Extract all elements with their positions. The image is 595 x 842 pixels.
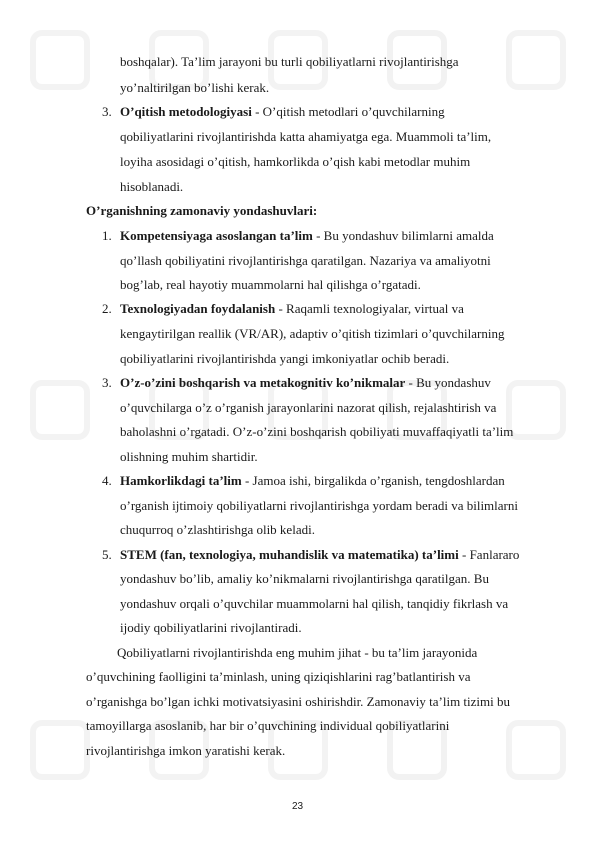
text-line: kengaytirilgan reallik (VR/AR), adaptiv o’qitish tizimlari o’quvchilarning — [120, 326, 505, 341]
list-item-heading — [120, 547, 519, 563]
section-heading — [86, 203, 317, 219]
text-line: - Bu yondashuv — [405, 375, 491, 390]
text-line: bog’lab, real hayotiy muammolarni hal qilishga o’rgatadi. — [120, 277, 421, 292]
page-number: 23 — [291, 801, 304, 812]
list-item-heading — [120, 301, 464, 317]
text-line: yo’naltirilgan bo’lishi kerak. — [120, 80, 270, 95]
text-line: - Jamoa ishi, birgalikda o’rganish, tengdoshlardan — [241, 473, 505, 488]
text-line: - Bu yondashuv bilimlarni amalda — [312, 228, 494, 243]
text-line: yondashuv orqali o’quvchilar muammolarni hal qilish, tanqidiy fikrlash va — [120, 596, 509, 611]
section-heading-text: O’rganishning zamonaviy yondashuvlari: — [86, 203, 318, 218]
text-line: qo’llash qobiliyatini rivojlantirishga qaratilgan. Nazariya va amaliyotni — [120, 253, 491, 268]
text-line: o’quvchilarga o’z o’rganish jarayonlarini nazorat qilish, rejalashtirish va — [120, 400, 497, 415]
bold-term: Hamkorlikdagi ta’lim — [120, 473, 242, 488]
list-number: 2. — [102, 301, 112, 316]
bold-term: Texnologiyadan foydalanish — [120, 301, 276, 316]
paragraph-line: rivojlantirishga imkon yaratishi kerak. — [86, 743, 286, 758]
text-line: loyiha asosidagi o’qitish, hamkorlikda o’qish kabi metodlar muhim — [120, 154, 471, 169]
list-number: 3. — [102, 375, 112, 390]
paragraph-line: Qobiliyatlarni rivojlantirishda eng muhim jihat - bu ta’lim jarayonida — [117, 645, 478, 660]
bold-term: O’qitish metodologiyasi — [120, 104, 252, 119]
text-line: - O’qitish metodlari o’quvchilarning — [251, 104, 445, 119]
text-line: olishning muhim shartidir. — [120, 449, 258, 464]
list-number: 4. — [102, 473, 112, 488]
list-item-heading — [120, 104, 445, 120]
text-line: qobiliyatlarini rivojlantirishda yangi imkoniyatlar ochib beradi. — [120, 351, 450, 366]
bold-term: STEM (fan, texnologiya, muhandislik va matematika) ta’limi — [120, 547, 459, 562]
paragraph-line: tamoyillarga asoslanib, har bir o’quvchining individual qobiliyatlarini — [86, 718, 450, 733]
paragraph-line: o’quvchining faolligini ta’minlash, uning qiziqishlarini rag’batlantirish va — [86, 669, 471, 684]
text-line: yondashuv bo’lib, amaliy ko’nikmalarni rivojlantirishga qaratilgan. Bu — [120, 571, 489, 586]
list-number: 3. — [102, 104, 112, 119]
list-item-heading — [120, 375, 491, 391]
list-number: 1. — [102, 228, 112, 243]
text-line: baholashni o’rgatadi. O’z-o’zini boshqarish qobiliyati muvaffaqiyatli ta’lim — [120, 424, 514, 439]
bold-term: Kompetensiyaga asoslangan ta’lim — [120, 228, 313, 243]
text-line: - Fanlararo — [458, 547, 520, 562]
list-item-heading — [120, 228, 494, 244]
bold-term: O’z-o’zini boshqarish va metakognitiv ko’nikmalar — [120, 375, 406, 390]
text-line: - Raqamli texnologiyalar, virtual va — [275, 301, 464, 316]
text-line: qobiliyatlarini rivojlantirishda katta ahamiyatga ega. Muammoli ta’lim, — [120, 129, 492, 144]
text-line: ijodiy qobiliyatlarini rivojlantiradi. — [120, 620, 302, 635]
text-line: o’rganish ijtimoiy qobiliyatlarni rivojlantirishga yordam beradi va bilimlarni — [120, 498, 518, 513]
text-line: chuqurroq o’zlashtirishga olib keladi. — [120, 522, 315, 537]
text-line: boshqalar). Ta’lim jarayoni bu turli qobiliyatlarni rivojlantirishga — [120, 54, 459, 69]
text-line: hisoblanadi. — [120, 179, 184, 194]
list-number: 5. — [102, 547, 112, 562]
paragraph-line: o’rganishga bo’lgan ichki motivatsiyasini oshirishdir. Zamonaviy ta’lim tizimi bu — [86, 694, 511, 709]
list-item-heading — [120, 473, 505, 489]
